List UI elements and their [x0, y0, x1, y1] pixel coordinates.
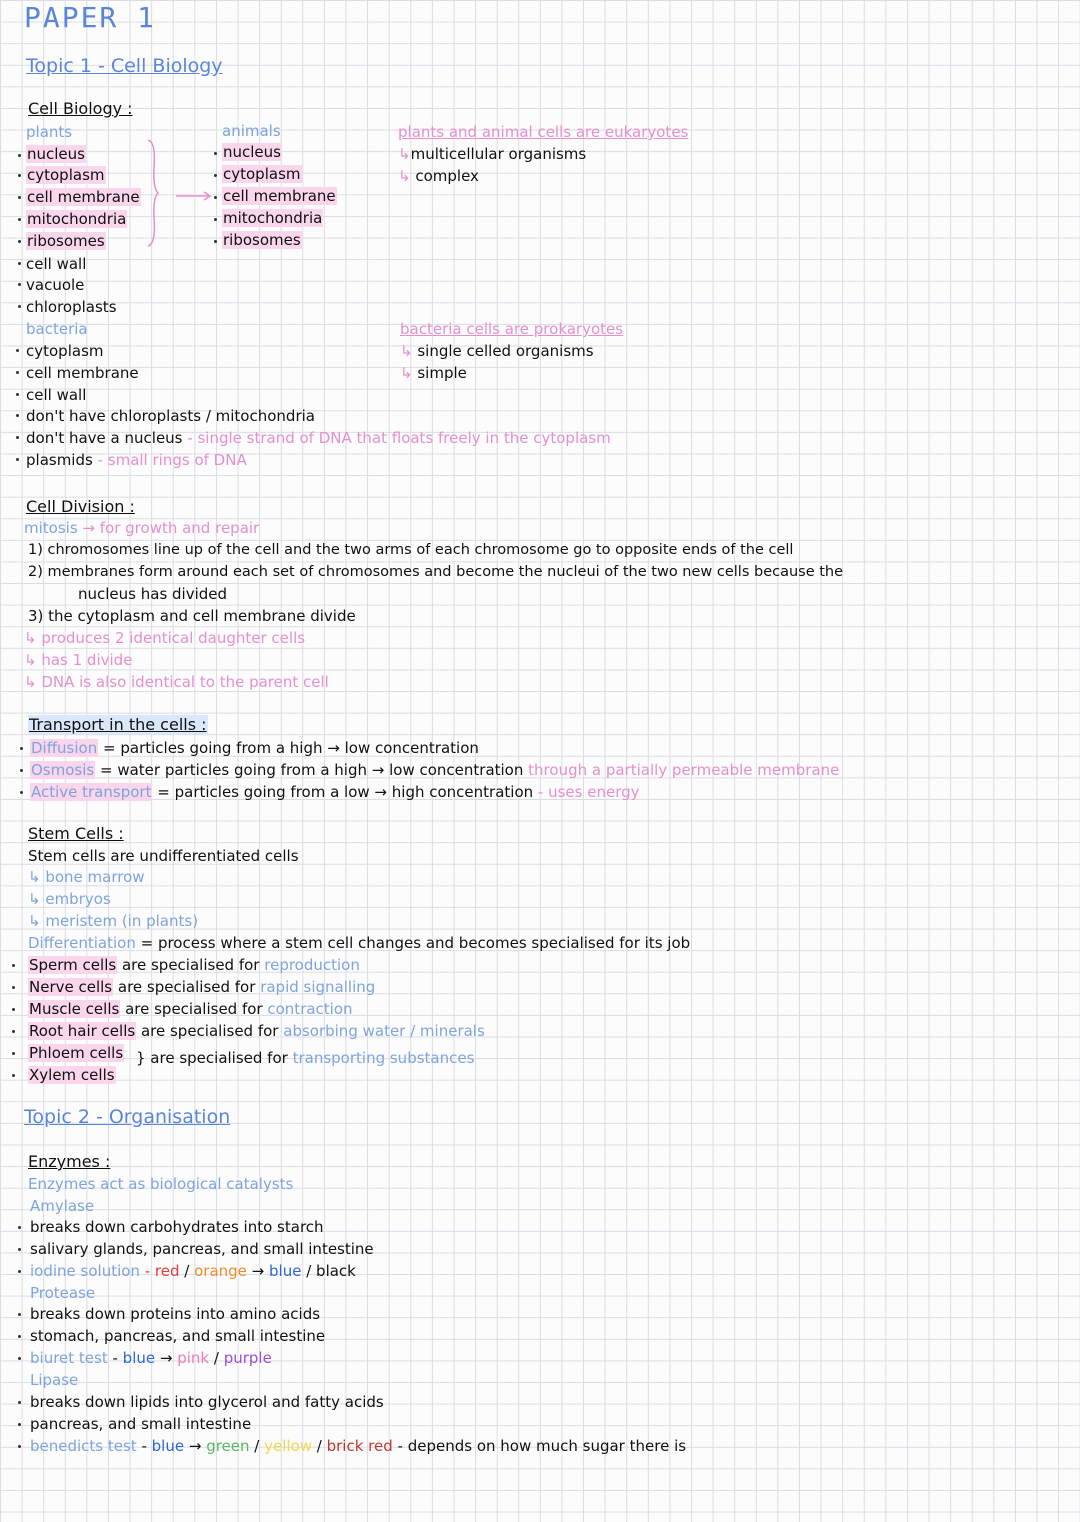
- color-blue: blue: [269, 1262, 302, 1280]
- topic-2-title: Topic 2 - Organisation: [24, 1106, 231, 1128]
- plants-label: plants: [26, 123, 73, 141]
- protease-label: Protease: [30, 1284, 96, 1302]
- mitosis-term: mitosis: [24, 519, 78, 537]
- enzymes-intro: Enzymes act as biological catalysts: [28, 1175, 294, 1193]
- bacteria-label: bacteria: [26, 320, 88, 338]
- enzymes-heading: Enzymes :: [28, 1152, 111, 1171]
- mitosis-step-2-cont: nucleus has divided: [78, 585, 228, 603]
- plants-item: ribosomes: [27, 232, 105, 250]
- phloem-xylem-job: transporting substances: [292, 1049, 475, 1067]
- specialised-cell: Nerve cells: [29, 978, 113, 996]
- osmosis-note: through a partially permeable membrane: [528, 761, 840, 779]
- color-brick-red: brick red: [326, 1437, 393, 1455]
- color-red: red: [154, 1262, 180, 1280]
- plants-item: cell wall: [26, 255, 87, 273]
- diffusion-term: Diffusion: [31, 739, 98, 757]
- eukaryote-point: multicellular organisms: [410, 145, 587, 163]
- plants-item: mitochondria: [27, 210, 127, 228]
- differentiation-term: Differentiation: [28, 934, 136, 952]
- bacteria-nucleus-note: - single strand of DNA that floats freely in the cytoplasm: [187, 429, 611, 447]
- active-transport-term: Active transport: [31, 783, 152, 801]
- specialised-job: rapid signalling: [260, 978, 376, 996]
- color-blue: blue: [122, 1349, 156, 1367]
- specialised-cell: Muscle cells: [29, 1000, 120, 1018]
- active-transport-definition: = particles going from a low → high concentration: [157, 783, 534, 801]
- color-purple: purple: [223, 1349, 272, 1367]
- mitosis-note: → for growth and repair: [82, 519, 260, 537]
- amylase-fact: breaks down carbohydrates into starch: [30, 1218, 324, 1236]
- color-yellow: yellow: [264, 1437, 313, 1455]
- bacteria-item: cell membrane: [26, 364, 139, 382]
- bacteria-nucleus: don't have a nucleus: [26, 429, 183, 447]
- plasmids-term: plasmids: [26, 451, 93, 469]
- eukaryote-note: plants and animal cells are eukaryotes: [398, 123, 689, 141]
- benedicts-test: benedicts test: [30, 1437, 137, 1455]
- phloem-xylem-text: } are specialised for: [136, 1049, 288, 1067]
- eukaryote-point: complex: [415, 167, 479, 185]
- lipase-label: Lipase: [30, 1371, 79, 1389]
- osmosis-definition: = water particles going from a high → low concentration: [100, 761, 524, 779]
- animals-item: cell membrane: [223, 187, 336, 205]
- mitosis-step-2: 2) membranes form around each set of chromosomes and become the nucleui of the two new cells because the: [28, 564, 844, 580]
- cell-biology-heading: Cell Biology :: [28, 99, 133, 118]
- stem-cell-source: embryos: [45, 890, 111, 908]
- stem-cell-source: meristem (in plants): [45, 912, 199, 930]
- phloem-cells: Phloem cells: [29, 1044, 124, 1062]
- biuret-test: biuret test: [30, 1349, 108, 1367]
- page-title: PAPER 1: [24, 1, 157, 34]
- bacteria-item: cytoplasm: [26, 342, 104, 360]
- bacteria-item: cell wall: [26, 386, 87, 404]
- animals-item: nucleus: [223, 143, 281, 161]
- prokaryote-point: single celled organisms: [417, 342, 594, 360]
- differentiation-definition: = process where a stem cell changes and becomes specialised for its job: [140, 934, 691, 952]
- specialised-job: reproduction: [264, 956, 360, 974]
- iodine-test: iodine solution: [30, 1262, 140, 1280]
- plants-item: nucleus: [27, 145, 85, 163]
- bracket-arrow-icon: [140, 138, 230, 250]
- diffusion-definition: = particles going from a high → low concentration: [103, 739, 479, 757]
- specialised-cell: Root hair cells: [29, 1022, 136, 1040]
- specialised-cell: Sperm cells: [29, 956, 117, 974]
- plants-item: chloroplasts: [26, 298, 117, 316]
- color-pink: pink: [177, 1349, 210, 1367]
- osmosis-term: Osmosis: [31, 761, 95, 779]
- lipase-fact: pancreas, and small intestine: [30, 1415, 252, 1433]
- plants-item: cytoplasm: [27, 166, 105, 184]
- lipase-fact: breaks down lipids into glycerol and fatty acids: [30, 1393, 384, 1411]
- prokaryote-point: simple: [417, 364, 467, 382]
- specialised-text: are specialised for: [125, 1000, 263, 1018]
- specialised-text: are specialised for: [140, 1022, 279, 1040]
- mitosis-note-item: has 1 divide: [41, 651, 133, 669]
- specialised-text: are specialised for: [121, 956, 260, 974]
- topic-1-title: Topic 1 - Cell Biology: [26, 55, 223, 77]
- transport-heading: Transport in the cells :: [29, 715, 207, 734]
- specialised-job: absorbing water / minerals: [283, 1022, 485, 1040]
- stem-cell-source: bone marrow: [45, 868, 145, 886]
- animals-item: ribosomes: [223, 231, 301, 249]
- bacteria-item: don't have chloroplasts / mitochondria: [26, 407, 315, 425]
- stem-cells-intro: Stem cells are undifferentiated cells: [28, 847, 299, 865]
- mitosis-note-item: produces 2 identical daughter cells: [41, 629, 306, 647]
- color-black: black: [316, 1262, 356, 1280]
- amylase-label: Amylase: [30, 1197, 95, 1215]
- specialised-text: are specialised for: [117, 978, 256, 996]
- cell-division-heading: Cell Division :: [26, 497, 135, 516]
- color-orange: orange: [194, 1262, 247, 1280]
- animals-item: cytoplasm: [223, 165, 301, 183]
- mitosis-step-1: 1) chromosomes line up of the cell and the two arms of each chromosome go to opposite ends of the cell: [28, 542, 794, 558]
- plants-item: cell membrane: [27, 188, 140, 206]
- plasmids-note: - small rings of DNA: [97, 451, 247, 469]
- amylase-fact: salivary glands, pancreas, and small intestine: [30, 1240, 374, 1258]
- active-transport-note: - uses energy: [537, 783, 640, 801]
- protease-fact: stomach, pancreas, and small intestine: [30, 1327, 326, 1345]
- mitosis-step-3: 3) the cytoplasm and cell membrane divide: [28, 607, 356, 625]
- xylem-cells: Xylem cells: [29, 1066, 115, 1084]
- mitosis-note-item: DNA is also identical to the parent cell: [41, 673, 329, 691]
- dash: -: [144, 1262, 151, 1280]
- color-blue: blue: [151, 1437, 185, 1455]
- animals-item: mitochondria: [223, 209, 323, 227]
- benedicts-note: - depends on how much sugar there is: [397, 1437, 687, 1455]
- stem-cells-heading: Stem Cells :: [28, 824, 124, 843]
- animals-label: animals: [222, 122, 281, 140]
- color-green: green: [206, 1437, 250, 1455]
- specialised-job: contraction: [267, 1000, 353, 1018]
- plants-item: vacuole: [26, 276, 85, 294]
- prokaryote-note: bacteria cells are prokaryotes: [400, 320, 624, 338]
- protease-fact: breaks down proteins into amino acids: [30, 1305, 321, 1323]
